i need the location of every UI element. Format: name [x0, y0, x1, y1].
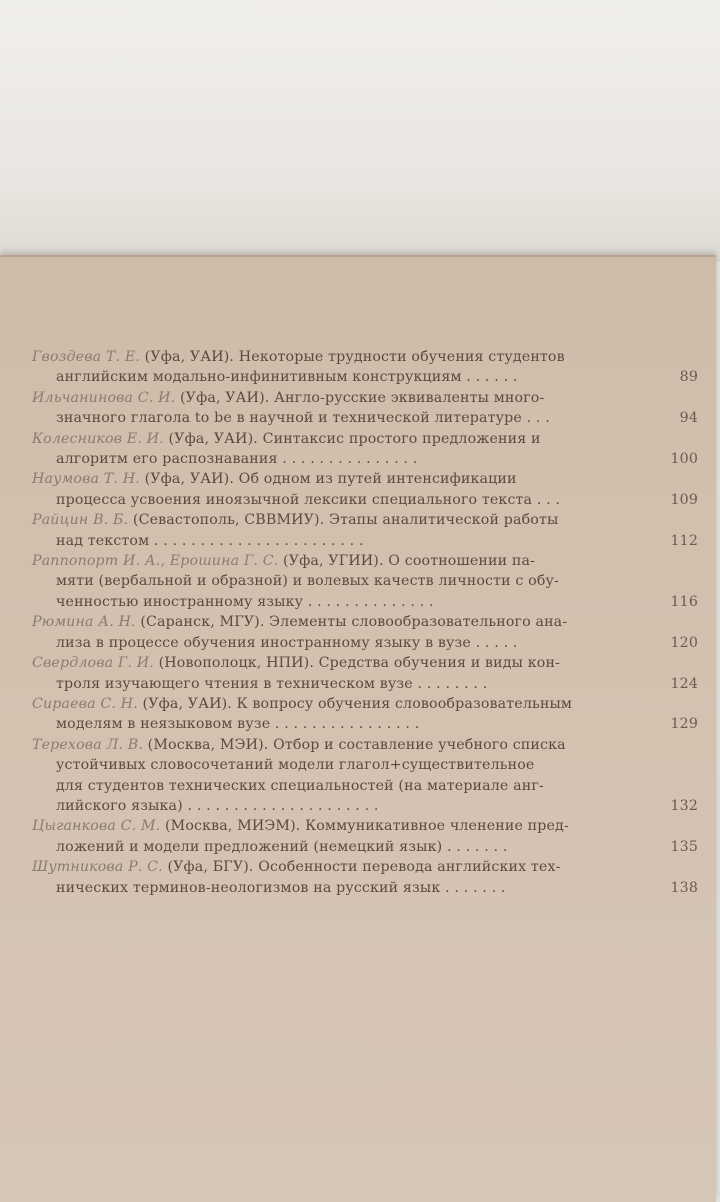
toc-title: (Уфа, УАИ). К вопросу обучения словообразовательным — [137, 695, 573, 712]
toc-author: Ильчанинова С. И. — [32, 389, 176, 406]
toc-title-continuation: для студентов технических специальностей (на материале анг- — [56, 777, 544, 794]
toc-title-continuation: над текстом . . . . . . . . . . . . . . . . . . . . . . . — [56, 532, 364, 549]
toc-entry-line — [32, 469, 654, 489]
toc-title: (Саранск, МГУ). Элементы словообразовательного ана- — [135, 614, 568, 631]
toc-author: Колесников Е. И. — [32, 430, 164, 447]
background-surface — [0, 0, 720, 262]
toc-title-continuation: лиза в процессе обучения иностранному языку в вузе . . . . . — [56, 634, 518, 651]
toc-title: (Уфа, УГИИ). О соотношении па- — [278, 553, 536, 570]
toc-entry — [32, 816, 698, 857]
toc-entry — [32, 857, 698, 898]
toc-author: Цыганкова С. М. — [32, 818, 161, 835]
toc-title-continuation: троля изучающего чтения в техническом вузе . . . . . . . . — [56, 675, 488, 692]
toc-title-continuation: нических терминов-неологизмов на русский язык . . . . . . . — [56, 879, 506, 896]
toc-author: Свердлова Г. И. — [32, 655, 154, 672]
toc-entry — [32, 469, 698, 510]
toc-page-number: 109 — [670, 491, 698, 508]
toc-title-continuation: лийского языка) . . . . . . . . . . . . . . . . . . . . . — [56, 797, 379, 814]
toc-author: Сираева С. Н. — [32, 695, 138, 712]
toc-entry — [32, 653, 698, 694]
toc-entry-line — [32, 694, 654, 714]
toc-page-number: 120 — [670, 634, 698, 651]
toc-entry — [32, 551, 698, 612]
toc-title-continuation: мяти (вербальной и образной) и волевых качеств личности с обу- — [56, 573, 560, 590]
toc-page-number: 112 — [670, 532, 698, 549]
toc-entry-line — [32, 388, 654, 408]
toc-page-number: 129 — [670, 716, 698, 733]
toc-page-number: 100 — [670, 451, 698, 468]
toc-page-number: 89 — [679, 369, 698, 386]
toc-title-continuation: значного глагола to be в научной и технической литературе . . . — [56, 410, 550, 427]
toc-title: (Уфа, УАИ). Синтаксис простого предложения и — [163, 430, 541, 447]
toc-entry — [32, 388, 698, 429]
toc-title: (Севастополь, СВВМИУ). Этапы аналитической работы — [128, 512, 559, 529]
toc-title: (Уфа, БГУ). Особенности перевода английских тех- — [162, 859, 561, 876]
toc-entry-line — [32, 653, 654, 673]
toc-entry — [32, 429, 698, 470]
toc-title: (Уфа, УАИ). Об одном из путей интенсификации — [139, 471, 517, 488]
toc-author: Раппопорт И. А., Ерошина Г. С. — [32, 553, 279, 570]
toc-entry-line — [32, 816, 654, 836]
toc-entry-line — [32, 510, 654, 530]
toc-title-continuation: английским модально-инфинитивным конструкциям . . . . . . — [56, 369, 518, 386]
toc-author: Рюмина А. Н. — [32, 614, 136, 631]
toc-author: Гвоздева Т. Е. — [32, 349, 140, 365]
toc-entry-line — [32, 612, 654, 632]
toc-title-continuation: алгоритм его распознавания . . . . . . . . . . . . . . . — [56, 451, 418, 468]
toc-author: Райцин В. Б. — [32, 512, 129, 529]
toc-entry-line — [32, 429, 654, 449]
toc-page-number: 124 — [670, 675, 698, 692]
toc-title-continuation: устойчивых словосочетаний модели глагол+существительное — [56, 757, 535, 774]
toc-entry — [32, 612, 698, 653]
toc-entry-line — [32, 347, 654, 367]
toc-title-continuation: ченностью иностранному языку . . . . . . . . . . . . . . — [56, 593, 434, 610]
toc-title: (Уфа, УАИ). Англо-русские эквиваленты много- — [175, 389, 545, 406]
toc-title-continuation: ложений и модели предложений (немецкий язык) . . . . . . . — [56, 838, 508, 855]
toc-title: (Новополоцк, НПИ). Средства обучения и виды кон- — [153, 655, 561, 672]
toc-page-number: 135 — [670, 838, 698, 855]
toc-entry — [32, 510, 698, 551]
toc-author: Наумова Т. Н. — [32, 471, 140, 488]
toc-title: (Москва, МИЭМ). Коммуникативное членение пред- — [160, 818, 569, 835]
toc-entry — [32, 347, 698, 388]
toc-title-continuation: моделям в неязыковом вузе . . . . . . . . . . . . . . . . — [56, 716, 420, 733]
toc-title: (Москва, МЭИ). Отбор и составление учебного списка — [143, 736, 566, 753]
toc-entry-line — [32, 551, 654, 571]
toc-page-number: 94 — [679, 410, 698, 427]
toc-author: Шутникова Р. С. — [32, 859, 163, 876]
toc-page-number: 132 — [670, 797, 698, 814]
toc-title-continuation: процесса усвоения иноязычной лексики специального текста . . . — [56, 491, 561, 508]
toc-page-number: 116 — [670, 593, 698, 610]
toc-entry-line — [32, 735, 654, 755]
toc-entry — [32, 735, 698, 817]
toc-entry-line — [32, 857, 654, 877]
toc-author: Терехова Л. В. — [32, 736, 144, 753]
table-of-contents — [32, 347, 698, 898]
toc-page-number: 138 — [670, 879, 698, 896]
toc-entry — [32, 694, 698, 735]
toc-title: (Уфа, УАИ). Некоторые трудности обучения студентов — [140, 349, 565, 365]
